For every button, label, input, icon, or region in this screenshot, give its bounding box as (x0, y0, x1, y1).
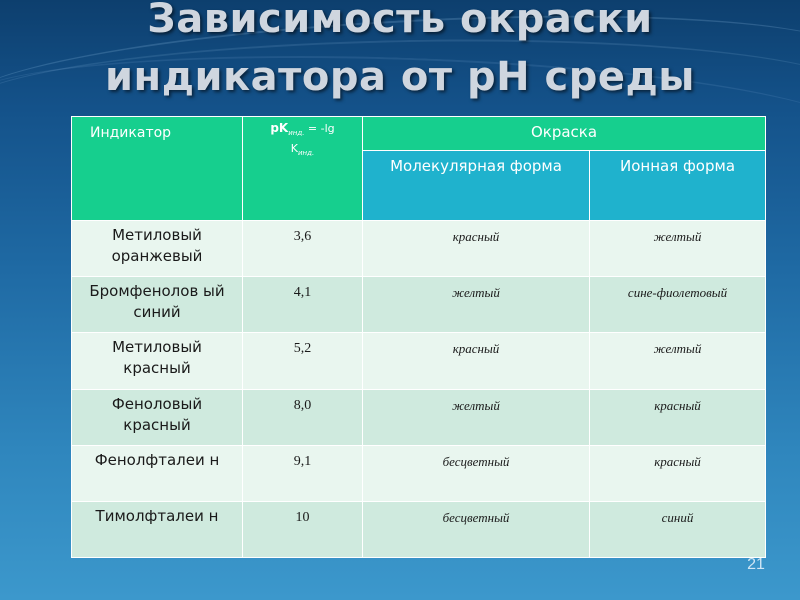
header-molecular: Молекулярная форма (363, 151, 590, 221)
table-row (72, 389, 766, 445)
indicator-name: Метиловый красный (72, 333, 243, 389)
header-pk (243, 117, 363, 221)
indicator-name: Бромфенолов ый синий (72, 277, 243, 333)
page-number: 21 (747, 556, 765, 573)
molecular-color: бесцветный (363, 501, 590, 557)
indicator-name: Метиловый оранжевый (72, 221, 243, 277)
table-row (72, 445, 766, 501)
header-indicator: Индикатор (72, 117, 243, 221)
molecular-color: бесцветный (363, 445, 590, 501)
ionic-color: желтый (590, 221, 766, 277)
pk-value: 3,6 (243, 221, 363, 277)
slide-title: Зависимость окраски индикатора от pH среды (105, 0, 695, 100)
pk-value: 8,0 (243, 389, 363, 445)
table-row (72, 333, 766, 389)
table-row (72, 221, 766, 277)
pk-formula: = -lg (304, 122, 335, 135)
pk-value: 10 (243, 501, 363, 557)
header-color: Окраска (363, 117, 766, 151)
indicator-table (71, 116, 766, 558)
pk-k: K (290, 142, 298, 156)
indicator-name: Фенолфталеи н (72, 445, 243, 501)
pk-value: 9,1 (243, 445, 363, 501)
molecular-color: красный (363, 333, 590, 389)
pk-value: 4,1 (243, 277, 363, 333)
molecular-color: желтый (363, 277, 590, 333)
ionic-color: желтый (590, 333, 766, 389)
ionic-color: сине-фиолетовый (590, 277, 766, 333)
ionic-color: красный (590, 389, 766, 445)
table-row (72, 277, 766, 333)
header-ionic: Ионная форма (590, 151, 766, 221)
ionic-color: красный (590, 445, 766, 501)
pk-k-subscript: инд. (298, 149, 315, 158)
pk-symbol: pK (270, 121, 289, 135)
molecular-color: красный (363, 221, 590, 277)
indicator-name: Тимолфталеи н (72, 501, 243, 557)
molecular-color: желтый (363, 389, 590, 445)
table-row (72, 501, 766, 557)
indicator-name: Феноловый красный (72, 389, 243, 445)
pk-value: 5,2 (243, 333, 363, 389)
ionic-color: синий (590, 501, 766, 557)
pk-subscript: инд. (288, 129, 305, 138)
